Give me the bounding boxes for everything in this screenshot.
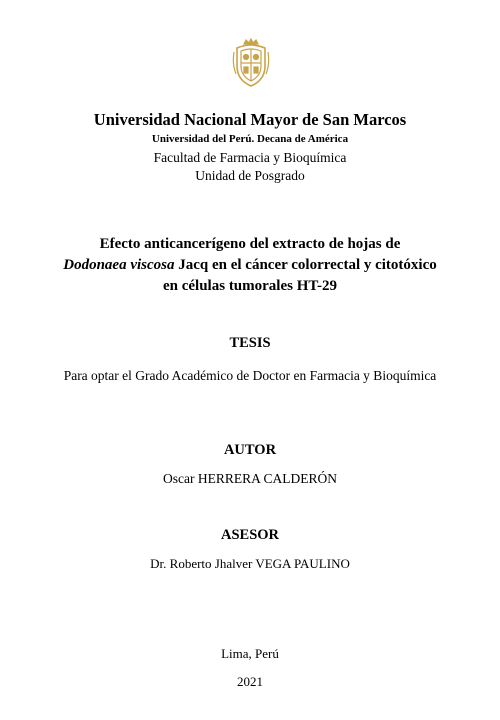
- author-name: Oscar HERRERA CALDERÓN: [163, 471, 337, 486]
- university-subtitle: Universidad del Perú. Decana de América: [151, 133, 349, 145]
- place: Lima, Perú: [221, 646, 279, 661]
- thesis-title-species: Dodonaea viscosa: [63, 257, 175, 273]
- university-name: Universidad Nacional Mayor de San Marcos: [93, 110, 407, 129]
- year: 2021: [237, 674, 263, 689]
- thesis-title-part1: Efecto anticancerígeno del extracto de hojas de: [99, 236, 401, 252]
- author-heading: AUTOR: [223, 442, 277, 458]
- university-crest-icon: [232, 38, 270, 88]
- thesis-title: [60, 234, 440, 297]
- degree-purpose: Para optar el Grado Académico de Doctor en Farmacia y Bioquímica: [63, 368, 437, 383]
- thesis-title-part2: Jacq en el cáncer colorrectal y citotóxico en células tumorales HT-29: [162, 257, 437, 294]
- advisor-name: Dr. Roberto Jhalver VEGA PAULINO: [150, 556, 350, 571]
- tesis-heading: TESIS: [229, 335, 271, 351]
- faculty-name: Facultad de Farmacia y Bioquímica: [153, 150, 347, 165]
- unit-name: Unidad de Posgrado: [195, 168, 305, 183]
- advisor-heading: ASESOR: [220, 527, 280, 543]
